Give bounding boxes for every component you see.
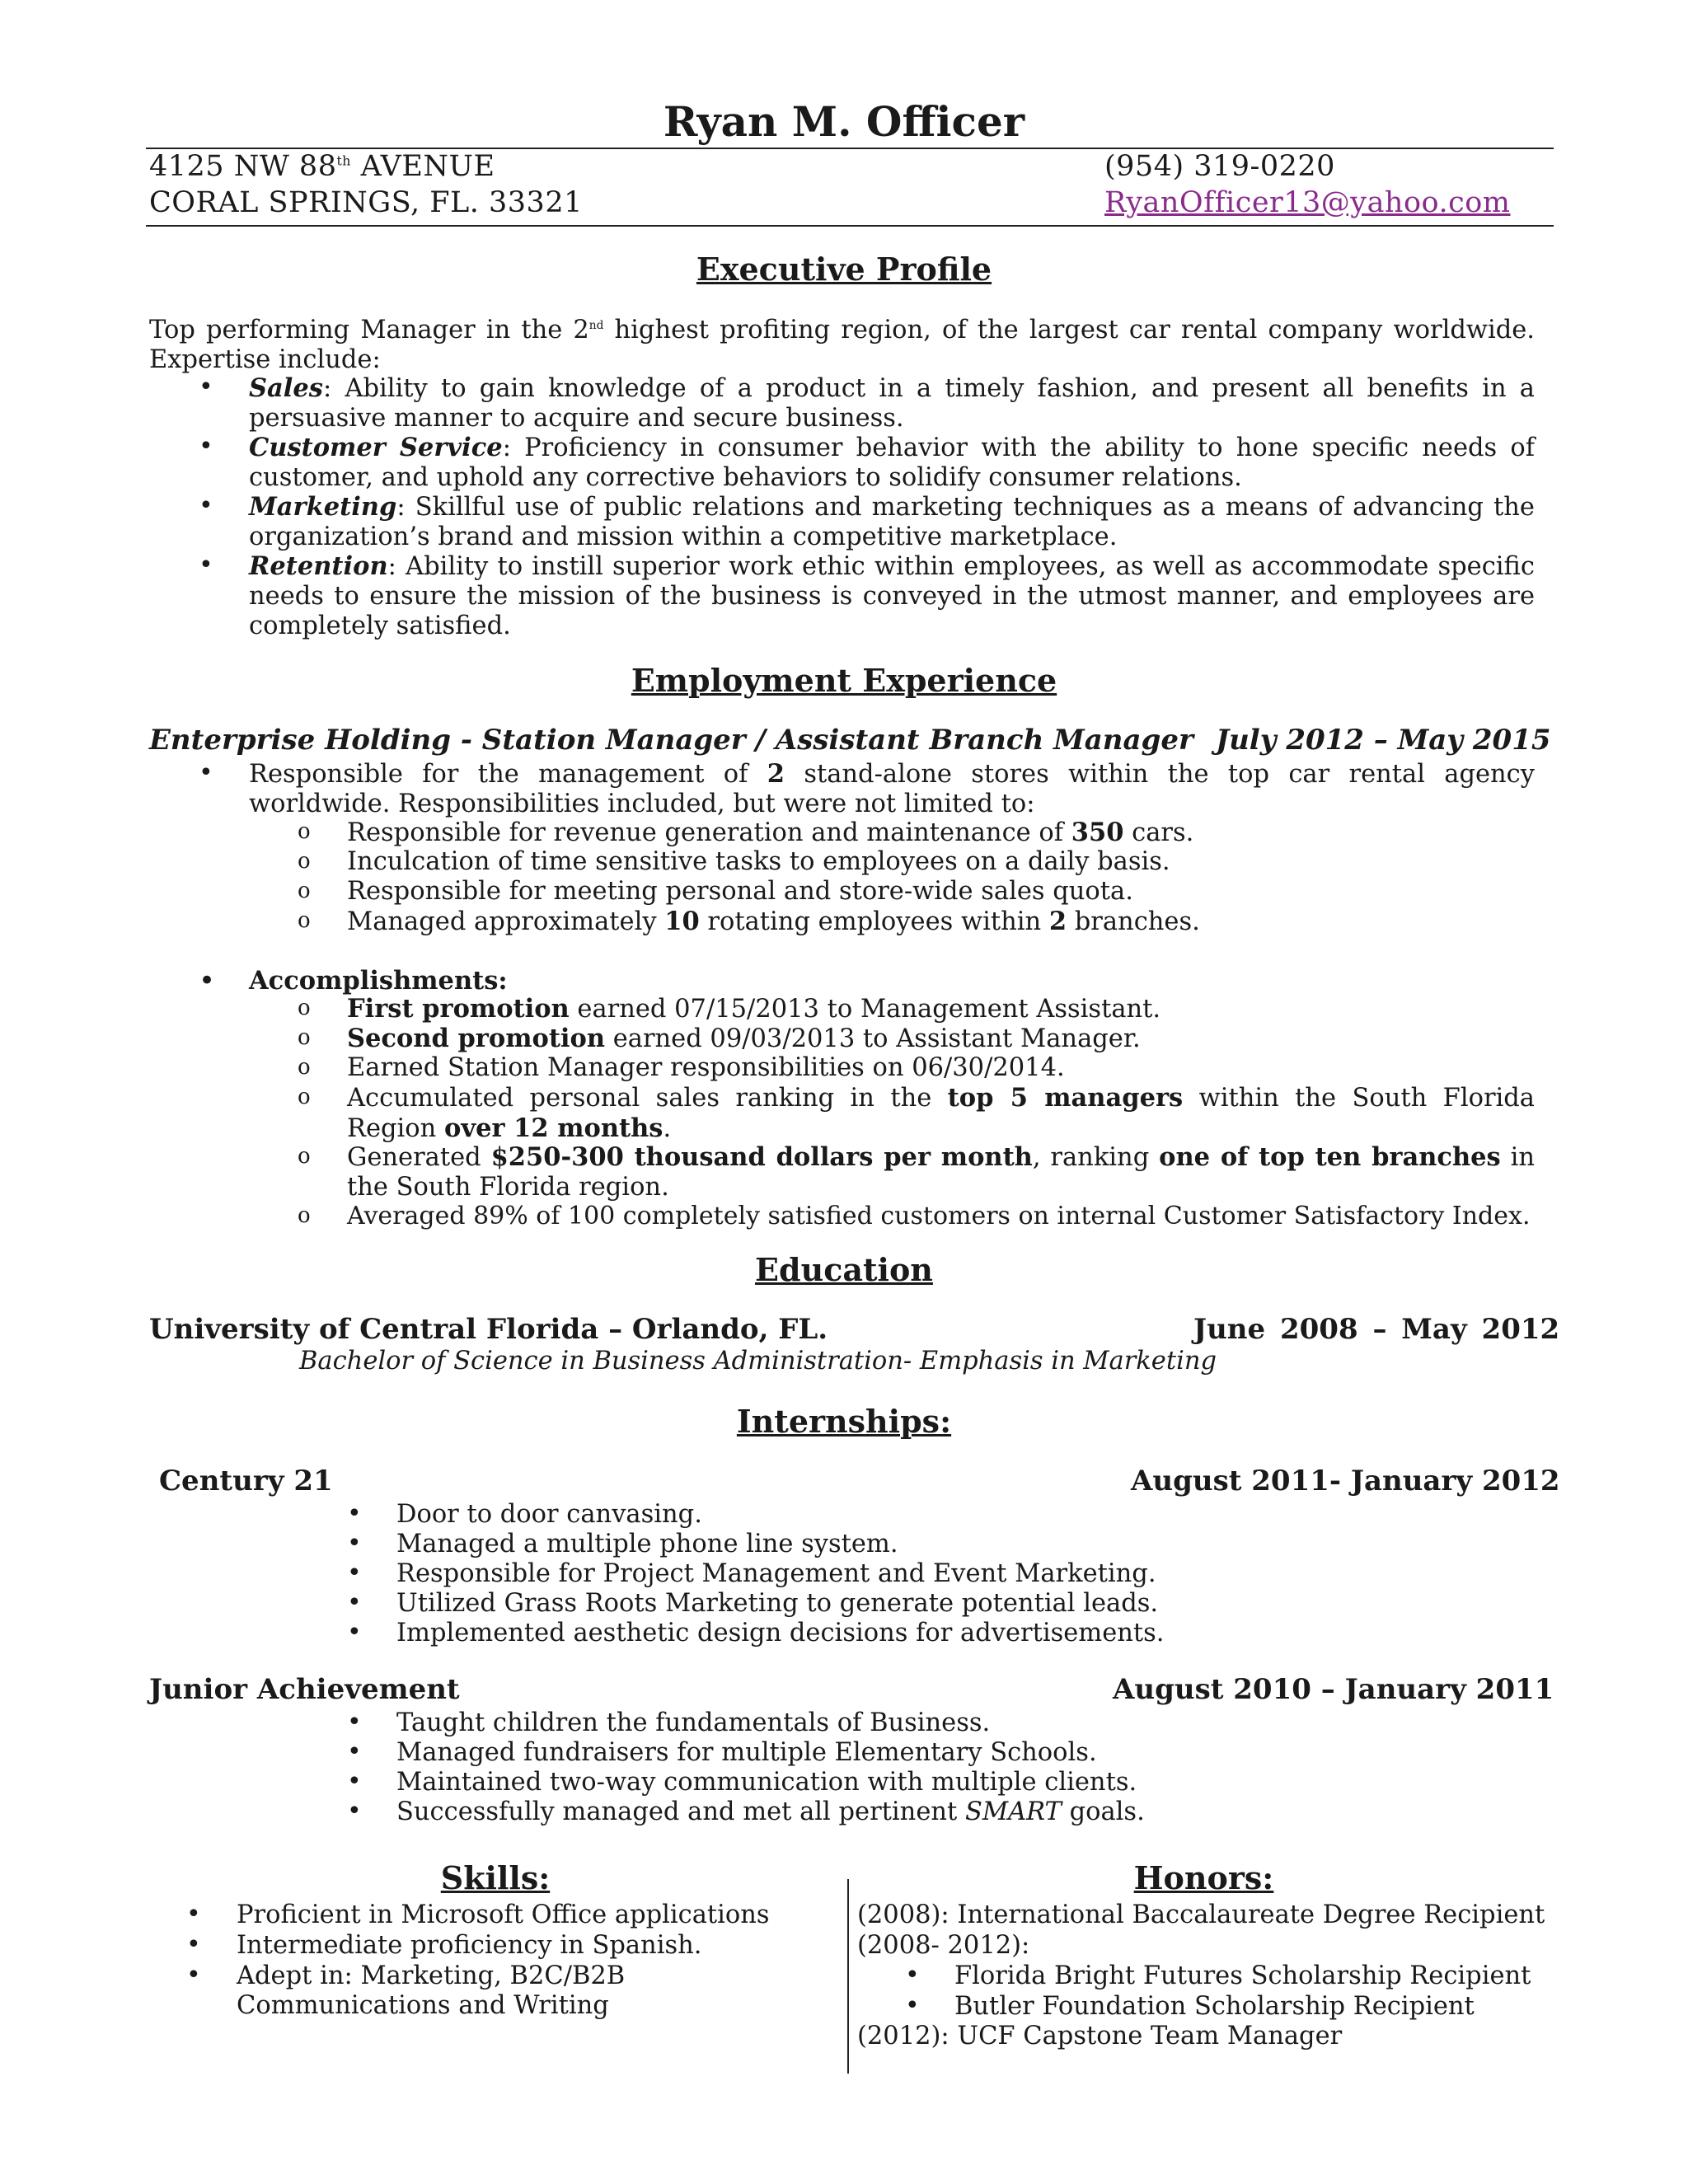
column-divider: [847, 1879, 849, 2074]
bullet-glyph: •: [199, 758, 213, 787]
bullet-glyph: •: [347, 1767, 362, 1796]
honor-capstone: (2012): UCF Capstone Team Manager: [857, 2022, 1343, 2050]
internship-item: Responsible for Project Management and Event Marketing.: [396, 1559, 1156, 1588]
circle-glyph: o: [298, 1085, 311, 1109]
circle-glyph: o: [298, 908, 311, 933]
accomplishment-station-manager: Earned Station Manager responsibilities on 06/30/2014.: [347, 1053, 1065, 1082]
internship-name: Century 21: [159, 1465, 333, 1497]
header-top-rule: [146, 148, 1554, 149]
resp-item-quota: Responsible for meeting personal and store-wide sales quota.: [347, 877, 1133, 906]
accomplishments-label: Accomplishments:: [249, 966, 508, 996]
bullet-glyph: •: [905, 1961, 920, 1990]
bullet-glyph: •: [186, 1961, 201, 1990]
skill-item: Proficient in Microsoft Office applications: [237, 1900, 770, 1929]
job-responsibility: Responsible for the management of 2 stand-alone stores within the top car rental agency worldwide. Responsibilities included, but were not limited to:: [249, 759, 1535, 818]
bullet-glyph: •: [347, 1558, 362, 1587]
bullet-glyph: •: [199, 373, 213, 401]
address-street: 4125 NW 88: [149, 150, 337, 183]
bullet-glyph: •: [199, 551, 213, 579]
resp-item-employees: Managed approximately 10 rotating employees within 2 branches.: [347, 907, 1200, 936]
circle-glyph: o: [298, 819, 311, 844]
profile-item-retention: Retention: Ability to instill superior work ethic within employees, as well as accommodate specific needs to ensure the mission of the business is conveyed in the utmost manner, and employees are completely satisfied.: [249, 551, 1535, 640]
bullet-glyph: •: [199, 491, 213, 520]
bullet-glyph: •: [186, 1930, 201, 1959]
employment-heading: Employment Experience: [631, 662, 1057, 699]
resp-item-revenue: Responsible for revenue generation and maintenance of 350 cars.: [347, 818, 1194, 847]
internship-item: Taught children the fundamentals of Business.: [396, 1708, 991, 1737]
accomplishment-second-promotion: Second promotion earned 09/03/2013 to Assistant Manager.: [347, 1024, 1141, 1053]
email-link[interactable]: RyanOfficer13@yahoo.com: [1104, 186, 1511, 219]
internship-item: Successfully managed and met all pertinent SMART goals.: [396, 1797, 1145, 1826]
bullet-glyph: •: [347, 1529, 362, 1558]
internship-item: Managed a multiple phone line system.: [396, 1530, 898, 1558]
circle-glyph: o: [298, 1203, 311, 1228]
address-line-2: CORAL SPRINGS, FL. 33321: [149, 186, 583, 219]
accomplishment-first-promotion: First promotion earned 07/15/2013 to Management Assistant.: [347, 994, 1161, 1024]
profile-intro: Top performing Manager in the 2nd highest profiting region, of the largest car rental company worldwide. Expertise include:: [149, 316, 1535, 374]
accomplishment-sales-ranking: Accumulated personal sales ranking in the top 5 managers within the South Florida Region over 12 months.: [347, 1083, 1535, 1143]
address-line-1: [149, 150, 495, 183]
header-bottom-rule: [146, 225, 1554, 227]
honors-heading: Honors:: [1133, 1859, 1274, 1896]
degree: Bachelor of Science in Business Administration- Emphasis in Marketing: [299, 1347, 1217, 1376]
circle-glyph: o: [298, 1025, 311, 1050]
bullet-glyph: •: [347, 1618, 362, 1647]
job-title: Enterprise Holding - Station Manager / Assistant Branch Manager: [149, 724, 1193, 757]
circle-glyph: o: [298, 849, 311, 874]
internship-item: Managed fundraisers for multiple Elementary Schools.: [396, 1738, 1097, 1767]
phone-number: (954) 319-0220: [1104, 150, 1335, 183]
address-ordinal: th: [336, 152, 351, 169]
honor-butler: Butler Foundation Scholarship Recipient: [954, 1992, 1475, 2021]
accomplishment-satisfaction: Averaged 89% of 100 completely satisfied customers on internal Customer Satisfactory Index.: [347, 1202, 1531, 1230]
skill-item: Adept in: Marketing, B2C/B2B Communications and Writing: [237, 1961, 626, 2020]
honor-years: (2008- 2012):: [857, 1931, 1030, 1960]
circle-glyph: o: [298, 996, 311, 1020]
resp-item-tasks: Inculcation of time sensitive tasks to employees on a daily basis.: [347, 847, 1170, 876]
internship-item: Maintained two-way communication with multiple clients.: [396, 1768, 1137, 1797]
profile-item-customer-service: Customer Service: Proficiency in consumer behavior with the ability to hone specific needs of customer, and uphold any corrective behaviors to solidify consumer relations.: [249, 433, 1536, 492]
bullet-glyph: •: [199, 432, 213, 461]
internship-item: Utilized Grass Roots Marketing to generate potential leads.: [396, 1589, 1159, 1618]
internship-dates: August 2010 – January 2011: [1113, 1673, 1554, 1706]
skills-heading: Skills:: [440, 1859, 551, 1896]
skill-item: Intermediate proficiency in Spanish.: [237, 1931, 702, 1960]
bullet-glyph: •: [186, 1900, 201, 1929]
accomplishment-revenue: Generated $250-300 thousand dollars per month, ranking one of top ten branches in the South Florida region.: [347, 1142, 1535, 1202]
circle-glyph: o: [298, 879, 311, 903]
executive-profile-heading: Executive Profile: [696, 251, 992, 288]
bullet-glyph: •: [347, 1737, 362, 1766]
education-heading: Education: [755, 1251, 933, 1288]
honor-bright-futures: Florida Bright Futures Scholarship Recipient: [954, 1961, 1531, 1990]
bullet-glyph: •: [347, 1499, 362, 1528]
internship-item: Door to door canvasing.: [396, 1500, 702, 1529]
circle-glyph: o: [298, 1055, 311, 1080]
address-street-type: AVENUE: [350, 150, 495, 183]
bullet-glyph: •: [347, 1797, 362, 1825]
bullet-glyph: •: [905, 1991, 920, 2020]
internship-dates: August 2011- January 2012: [1131, 1465, 1560, 1497]
school-dates: June 2008 – May 2012: [1193, 1313, 1560, 1346]
internship-item: Implemented aesthetic design decisions for advertisements.: [396, 1619, 1165, 1647]
internships-heading: Internships:: [736, 1403, 952, 1440]
candidate-name: Ryan M. Officer: [663, 97, 1025, 146]
bullet-glyph: •: [347, 1588, 362, 1617]
circle-glyph: o: [298, 1144, 311, 1169]
profile-item-sales: Sales: Ability to gain knowledge of a product in a timely fashion, and present all benefits in a persuasive manner to acquire and secure business.: [249, 373, 1535, 433]
honor-ib: (2008): International Baccalaureate Degree Recipient: [857, 1900, 1545, 1929]
school-name: University of Central Florida – Orlando, FL.: [149, 1313, 828, 1346]
job-dates: July 2012 – May 2015: [1216, 724, 1551, 757]
profile-item-marketing: Marketing: Skillful use of public relations and marketing techniques as a means of advancing the organization’s brand and mission within a competitive marketplace.: [249, 492, 1535, 551]
internship-name: Junior Achievement: [149, 1673, 460, 1706]
bullet-glyph: •: [347, 1708, 362, 1736]
bullet-glyph: •: [199, 964, 216, 997]
